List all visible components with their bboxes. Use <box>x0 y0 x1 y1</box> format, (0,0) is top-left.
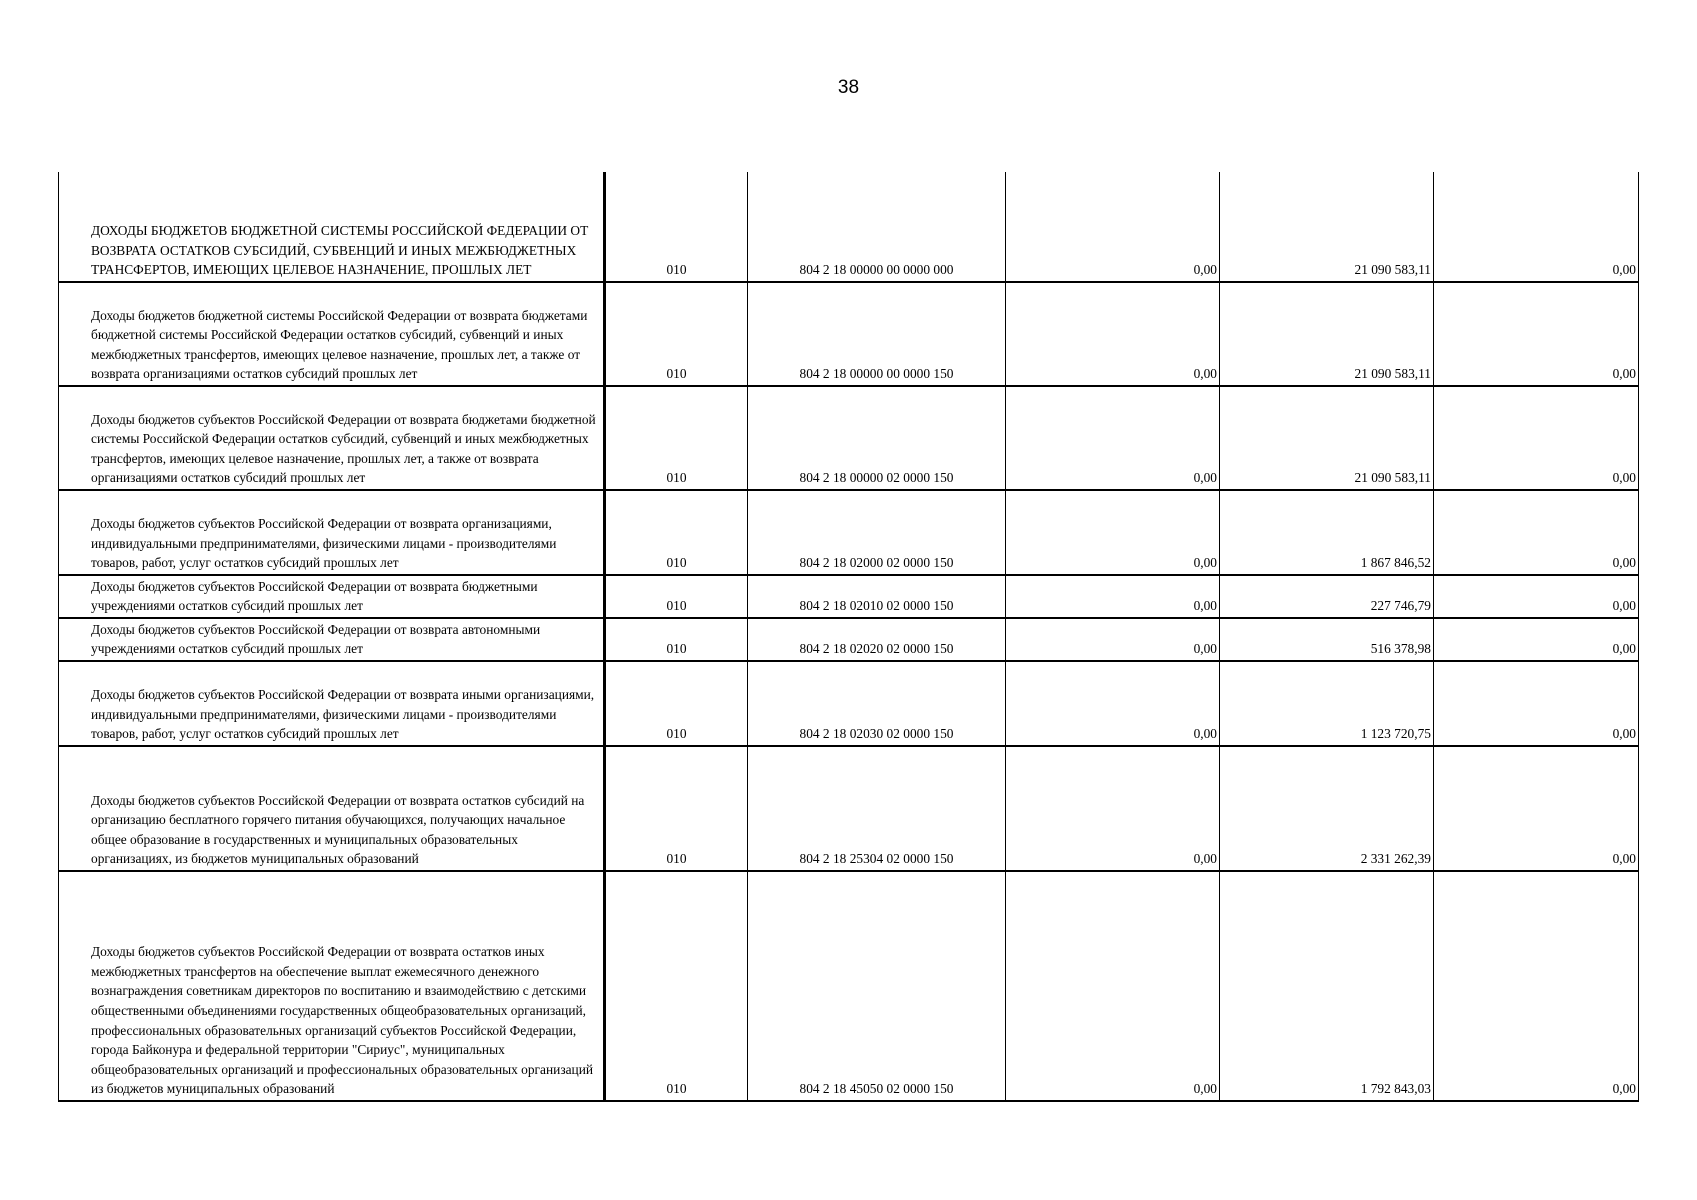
budget-classification-code: 804 2 18 02000 02 0000 150 <box>748 490 1006 575</box>
budget-classification-code: 804 2 18 00000 00 0000 000 <box>748 172 1006 282</box>
budget-classification-code: 804 2 18 45050 02 0000 150 <box>748 871 1006 1101</box>
amount-column-3: 0,00 <box>1434 871 1639 1101</box>
amount-column-3: 0,00 <box>1434 172 1639 282</box>
budget-classification-code: 804 2 18 02010 02 0000 150 <box>748 575 1006 618</box>
amount-column-3: 0,00 <box>1434 386 1639 490</box>
amount-column-3: 0,00 <box>1434 618 1639 661</box>
table-row <box>59 172 1639 282</box>
budget-classification-code: 804 2 18 02020 02 0000 150 <box>748 618 1006 661</box>
amount-column-2: 1 867 846,52 <box>1220 490 1434 575</box>
line-code: 010 <box>605 575 748 618</box>
row-description: ДОХОДЫ БЮДЖЕТОВ БЮДЖЕТНОЙ СИСТЕМЫ РОССИЙСКОЙ ФЕДЕРАЦИИ ОТ ВОЗВРАТА ОСТАТКОВ СУБСИДИЙ, СУБВЕНЦИЙ И ИНЫХ МЕЖБЮДЖЕТНЫХ ТРАНСФЕРТОВ, ИМЕЮЩИХ ЦЕЛЕВОЕ НАЗНАЧЕНИЕ, ПРОШЛЫХ ЛЕТ <box>59 172 605 282</box>
row-description: Доходы бюджетов бюджетной системы Российской Федерации от возврата бюджетами бюджетной системы Российской Федерации остатков субсидий, субвенций и иных межбюджетных трансфертов, имеющих целевое назначение, прошлых лет, а также от возврата организациями остатков субсидий прошлых лет <box>59 282 605 386</box>
amount-column-2: 2 331 262,39 <box>1220 746 1434 871</box>
amount-column-1: 0,00 <box>1006 661 1220 746</box>
row-description: Доходы бюджетов субъектов Российской Федерации от возврата остатков субсидий на организацию бесплатного горячего питания обучающихся, получающих начальное общее образование в государственных и муниципальных образовательных организациях, из бюджетов муниципальных образований <box>59 746 605 871</box>
row-description: Доходы бюджетов субъектов Российской Федерации от возврата бюджетами бюджетной системы Российской Федерации остатков субсидий, субвенций и иных межбюджетных трансфертов, имеющих целевое назначение, прошлых лет, а также от возврата организациями остатков субсидий прошлых лет <box>59 386 605 490</box>
table-row <box>59 490 1639 575</box>
amount-column-1: 0,00 <box>1006 386 1220 490</box>
table-row <box>59 871 1639 1101</box>
line-code: 010 <box>605 746 748 871</box>
line-code: 010 <box>605 282 748 386</box>
budget-classification-code: 804 2 18 25304 02 0000 150 <box>748 746 1006 871</box>
amount-column-1: 0,00 <box>1006 746 1220 871</box>
amount-column-3: 0,00 <box>1434 575 1639 618</box>
table-row <box>59 575 1639 618</box>
amount-column-2: 21 090 583,11 <box>1220 386 1434 490</box>
row-description: Доходы бюджетов субъектов Российской Федерации от возврата бюджетными учреждениями остатков субсидий прошлых лет <box>59 575 605 618</box>
row-description: Доходы бюджетов субъектов Российской Федерации от возврата организациями, индивидуальными предпринимателями, физическими лицами - производителями товаров, работ, услуг остатков субсидий прошлых лет <box>59 490 605 575</box>
amount-column-2: 1 792 843,03 <box>1220 871 1434 1101</box>
line-code: 010 <box>605 618 748 661</box>
amount-column-2: 21 090 583,11 <box>1220 172 1434 282</box>
amount-column-2: 21 090 583,11 <box>1220 282 1434 386</box>
amount-column-3: 0,00 <box>1434 282 1639 386</box>
table-row <box>59 282 1639 386</box>
row-description: Доходы бюджетов субъектов Российской Федерации от возврата иными организациями, индивидуальными предпринимателями, физическими лицами - производителями товаров, работ, услуг остатков субсидий прошлых лет <box>59 661 605 746</box>
table-row <box>59 386 1639 490</box>
row-description: Доходы бюджетов субъектов Российской Федерации от возврата автономными учреждениями остатков субсидий прошлых лет <box>59 618 605 661</box>
table-row <box>59 661 1639 746</box>
line-code: 010 <box>605 661 748 746</box>
budget-classification-code: 804 2 18 00000 02 0000 150 <box>748 386 1006 490</box>
table-row <box>59 618 1639 661</box>
amount-column-3: 0,00 <box>1434 490 1639 575</box>
amount-column-2: 1 123 720,75 <box>1220 661 1434 746</box>
amount-column-3: 0,00 <box>1434 661 1639 746</box>
income-report-table <box>58 172 1639 1102</box>
amount-column-1: 0,00 <box>1006 282 1220 386</box>
line-code: 010 <box>605 490 748 575</box>
table-row <box>59 746 1639 871</box>
page-number: 38 <box>837 77 860 98</box>
amount-column-1: 0,00 <box>1006 618 1220 661</box>
row-description: Доходы бюджетов субъектов Российской Федерации от возврата остатков иных межбюджетных трансфертов на обеспечение выплат ежемесячного денежного вознаграждения советникам директоров по воспитанию и взаимодействию с детскими общественными объединениями государственных общеобразовательных организаций, профессиональных образовательных организаций субъектов Российской Федерации, города Байконура и федеральной территории "Сириус", муниципальных общеобразовательных организаций и профессиональных образовательных организаций из бюджетов муниципальных образований <box>59 871 605 1101</box>
line-code: 010 <box>605 386 748 490</box>
amount-column-3: 0,00 <box>1434 746 1639 871</box>
budget-classification-code: 804 2 18 00000 00 0000 150 <box>748 282 1006 386</box>
amount-column-1: 0,00 <box>1006 490 1220 575</box>
amount-column-1: 0,00 <box>1006 575 1220 618</box>
amount-column-1: 0,00 <box>1006 172 1220 282</box>
budget-classification-code: 804 2 18 02030 02 0000 150 <box>748 661 1006 746</box>
line-code: 010 <box>605 172 748 282</box>
amount-column-2: 516 378,98 <box>1220 618 1434 661</box>
amount-column-2: 227 746,79 <box>1220 575 1434 618</box>
amount-column-1: 0,00 <box>1006 871 1220 1101</box>
line-code: 010 <box>605 871 748 1101</box>
